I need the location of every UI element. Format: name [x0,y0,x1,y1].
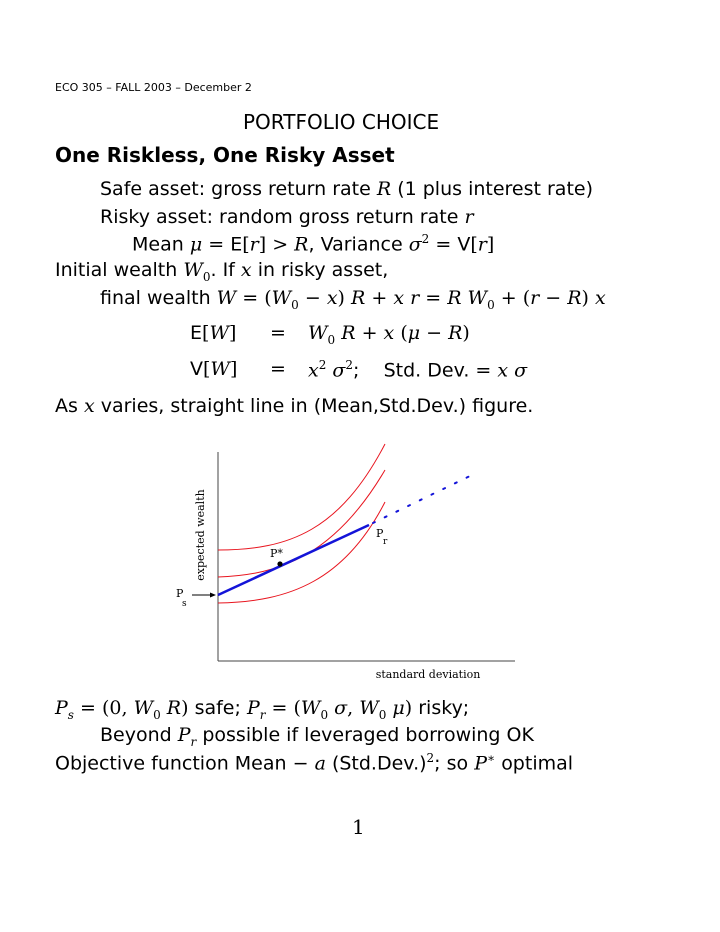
point-label-ps-sub: s [182,599,187,609]
variance-wealth-eq: V[W] [190,358,238,380]
page-title: PORTFOLIO CHOICE [243,110,440,134]
page-number: 1 [352,815,365,839]
initial-wealth-line: Initial wealth $W_0$. If x in risky asset, [55,259,389,284]
ps-arrowhead [210,593,216,598]
mean-stddev-diagram [170,440,530,690]
expected-wealth-rhs: $W_0$ R + x (μ − R) [308,322,470,347]
eq-sign: = [270,322,286,344]
indifference-curve-mid [218,470,385,577]
indifference-curve-low [218,502,385,603]
eq-sign: = [270,358,286,380]
risky-asset-line: Risky asset: random gross return rate r [100,206,474,228]
objective-line: Objective function Mean − a $(Std.Dev.)^2$; so P∗ optimal [55,751,574,775]
y-axis-label: expected wealth [194,489,207,581]
x-axis-label: standard deviation [375,668,481,681]
point-label-pr: P [376,527,384,540]
leveraged-extension [373,476,470,523]
beyond-line: Beyond $P_r$ possible if leveraged borrowing OK [100,724,534,749]
indifference-curve-high [218,444,385,550]
budget-line [218,525,369,595]
ps-pr-line: $P_s = (0$, $W_0$ R) safe; $P_r = (W_0$ σ, $W_0$ μ) risky; [55,697,470,722]
optimum-point [277,561,282,566]
expected-wealth-eq: E[W] [190,322,237,344]
point-label-pr-sub: r [383,537,388,547]
point-label-ps: P [176,587,184,600]
as-x-varies-line: As x varies, straight line in (Mean,Std.Dev.) figure. [55,395,534,417]
safe-asset-line: Safe asset: gross return rate R (1 plus interest rate) [100,178,594,200]
mean-variance-line: Mean μ = E[r] > R, Variance $\sigma^2 = V[r]$ [132,232,495,256]
page-header: ECO 305 – FALL 2003 – December 2 [55,81,252,94]
final-wealth-line: final wealth $W = (W_0 - x) R + x$ r = R $W_0 + (r - R)$ x [100,287,606,312]
point-label-pstar: P* [270,547,283,560]
section-heading: One Riskless, One Risky Asset [55,143,395,167]
variance-wealth-rhs: $x^2$ $\sigma^2$; Std. Dev. = x σ [308,358,528,382]
